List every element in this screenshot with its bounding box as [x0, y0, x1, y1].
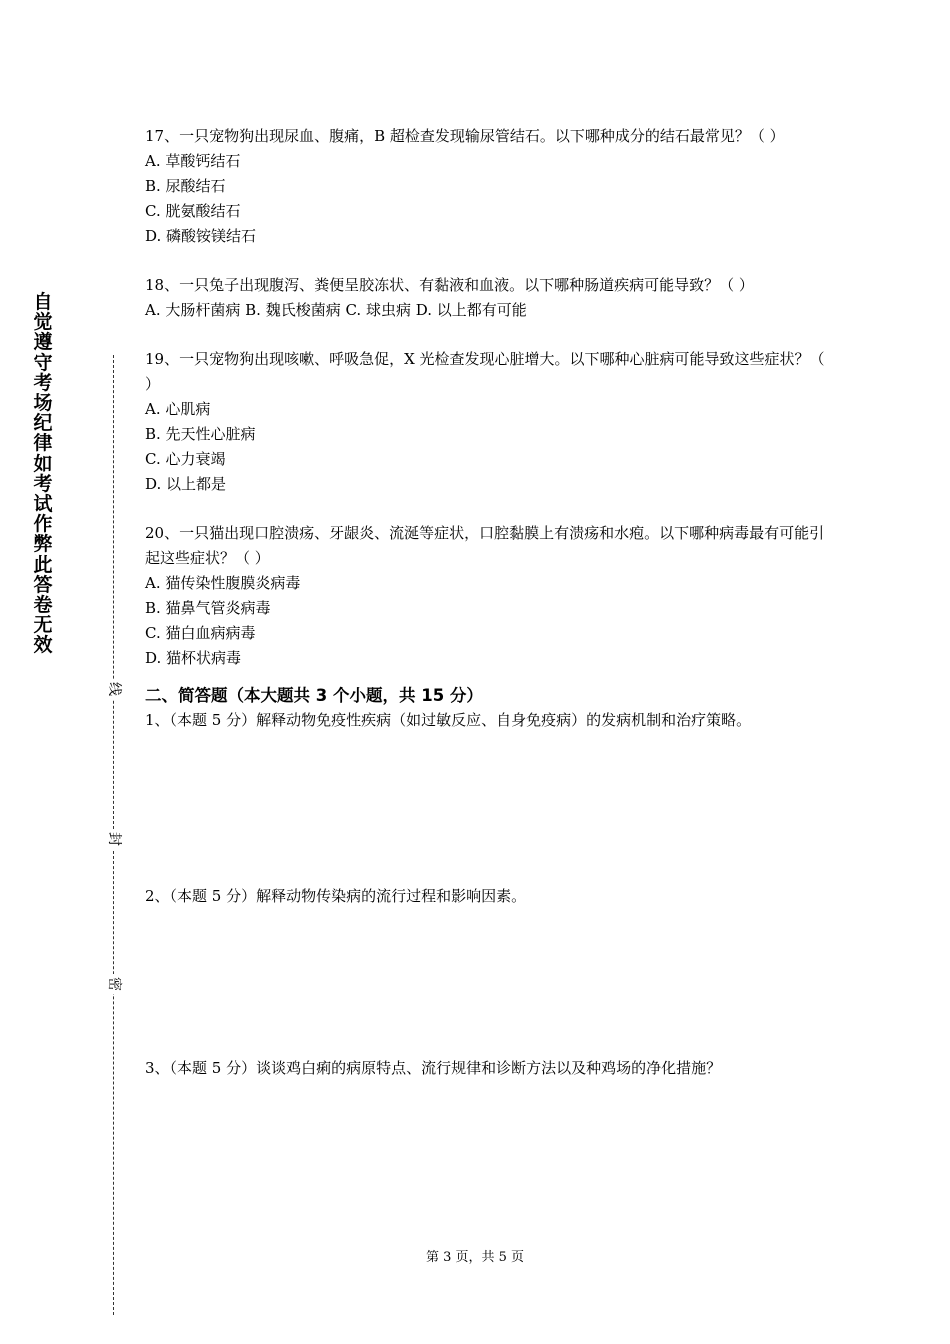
- short-answer-1: 1、（本题 5 分）解释动物免疫性疾病（如过敏反应、自身免疫病）的发病机制和治疗策略。: [145, 711, 752, 729]
- question-18: [145, 273, 825, 323]
- question-17: [145, 124, 825, 249]
- option-d: D. 以上都是: [145, 475, 227, 493]
- option-a: A. 猫传染性腹膜炎病毒: [145, 574, 301, 592]
- seal-mark-feng: 封: [105, 829, 123, 849]
- option-b: B. 猫鼻气管炎病毒: [145, 599, 271, 617]
- option-b: B. 先天性心脏病: [145, 425, 256, 443]
- question-stem: 19、一只宠物狗出现咳嗽、呼吸急促，X 光检查发现心脏增大。以下哪种心脏病可能导致这些症状？（ ）: [145, 350, 825, 393]
- seal-mark-xian: 线: [105, 679, 123, 699]
- short-answer-3: 3、（本题 5 分）谈谈鸡白痢的病原特点、流行规律和诊断方法以及种鸡场的净化措施？: [145, 1059, 722, 1077]
- option-a: A. 草酸钙结石: [145, 152, 241, 170]
- option-d: D. 磷酸铵镁结石: [145, 227, 257, 245]
- question-stem: 18、一只兔子出现腹泻、粪便呈胶冻状、有黏液和血液。以下哪种肠道疾病可能导致？（ ）: [145, 276, 754, 294]
- exam-discipline-notice: 自觉遵守考场纪律如考试作弊此答卷无效: [33, 291, 53, 657]
- option-a: A. 心肌病: [145, 400, 211, 418]
- option-c: C. 猫白血病病毒: [145, 624, 256, 642]
- exam-content: [145, 124, 825, 1081]
- question-19: [145, 347, 825, 497]
- question-stem: 20、一只猫出现口腔溃疡、牙龈炎、流涎等症状，口腔黏膜上有溃疡和水疱。以下哪种病毒最有可能引起这些症状？（ ）: [145, 524, 825, 567]
- question-stem: 17、一只宠物狗出现尿血、腹痛，B 超检查发现输尿管结石。以下哪种成分的结石最常见？（ ）: [145, 127, 785, 145]
- options-inline: A. 大肠杆菌病 B. 魏氏梭菌病 C. 球虫病 D. 以上都有可能: [145, 301, 527, 319]
- option-c: C. 胱氨酸结石: [145, 202, 241, 220]
- option-c: C. 心力衰竭: [145, 450, 226, 468]
- option-d: D. 猫杯状病毒: [145, 649, 242, 667]
- short-answer-2: 2、（本题 5 分）解释动物传染病的流行过程和影响因素。: [145, 887, 527, 905]
- question-20: [145, 521, 825, 671]
- seal-mark-mi: 密: [105, 974, 123, 994]
- section-title: 二、简答题（本大题共 3 个小题，共 15 分）: [145, 686, 483, 705]
- option-b: B. 尿酸结石: [145, 177, 226, 195]
- page-footer: 第 3 页，共 5 页: [425, 1250, 525, 1265]
